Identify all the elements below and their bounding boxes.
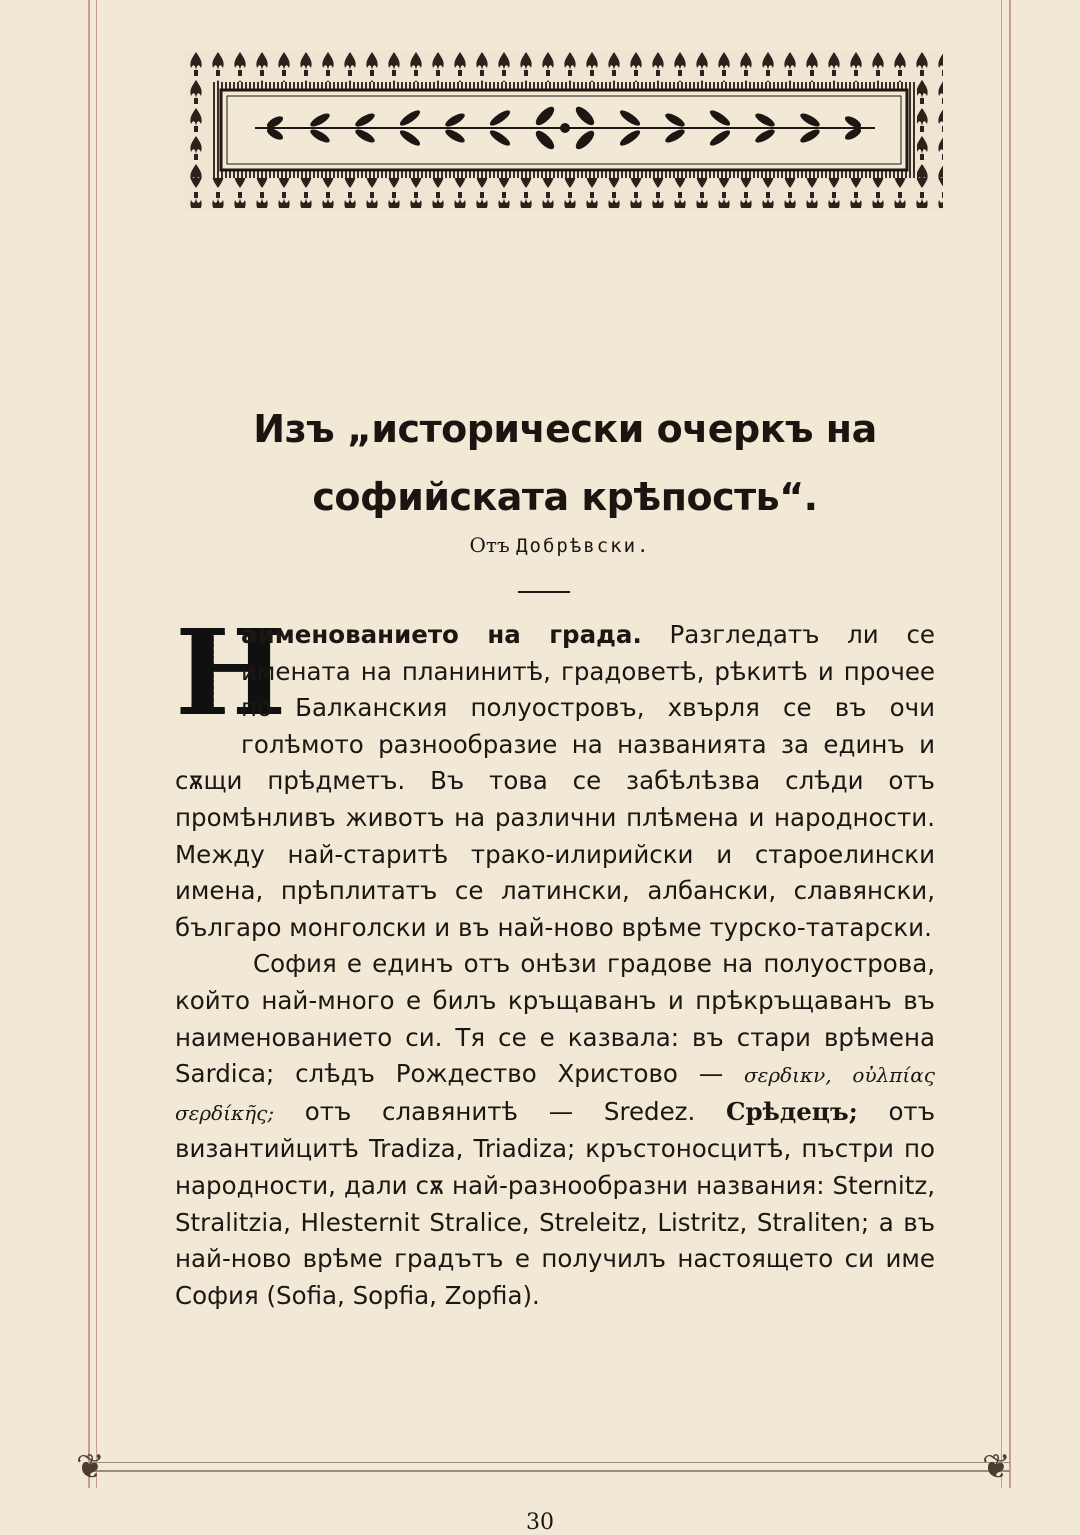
paragraph-2-text-a: София е единъ отъ онѣзи градове на полуострова, който най-много е билъ кръщаванъ и прѣкръщаванъ въ наименованието си. Тя се е казвала: въ стари врѣмена Sardica; слѣдъ Рождество Христово — — [175, 949, 935, 1089]
frame-line-left-inner — [96, 0, 97, 1488]
frame-line-bottom-outer — [90, 1470, 1010, 1472]
frame-line-right-outer — [1009, 0, 1011, 1488]
article-title: Изъ „исторически очеркъ на софийската крѣпость“. — [253, 407, 877, 519]
paragraph-1-text: Разгледатъ ли се имената на планинитѣ, градоветѣ, рѣкитѣ и прочее по Балканския полуостровъ, хвърля се въ очи голѣмото разнообразие на названията за единъ и сѫщи прѣдметъ. Въ това се забѣлѣзва слѣди отъ промѣнливъ животъ на различни плѣмена и народности. Между най-старитѣ трако-илирийски и староелински имена, прѣплитатъ се латински, албански, славянски, българо монголски и въ най-ново врѣме турско-татарски. — [175, 620, 935, 942]
author-name: Добрѣвски. — [516, 535, 651, 557]
paragraph-2-text-b: отъ славянитѣ — Sredez. — [274, 1096, 727, 1126]
paragraph-1 — [175, 603, 935, 946]
frame-line-left-outer — [88, 0, 90, 1488]
byline — [300, 533, 820, 557]
paragraph-2-text-c: отъ византийцитѣ Tradiza, Triadiza; кръстоносцитѣ, пъстри по народности, дали сѫ най-разнообразни названия: Sternitz, Stralitzia, Hlesternit Stralice, Streleitz, Listritz, Straliten; а въ най-ново врѣме градътъ е получилъ настоящето си име София (Sofia, Sopfia, Zopfia). — [175, 1096, 936, 1310]
fleuron-corner-right-icon: ❦ — [982, 1447, 1011, 1487]
article-body — [175, 603, 936, 1314]
title-divider — [518, 591, 570, 593]
frame-line-bottom-inner — [90, 1462, 1010, 1463]
byline-prefix: Отъ — [469, 533, 510, 557]
laurel-border-ornament-icon — [185, 50, 943, 210]
slavonic-name: Срѣдецъ; — [726, 1096, 858, 1126]
greek-name-a: σερδικν, — [743, 1063, 832, 1088]
page-number: 30 — [526, 1510, 554, 1535]
frame-line-right-inner — [1001, 0, 1002, 1488]
greek-name-b: οὐλπίας σερδίκῆς; — [175, 1063, 935, 1125]
paragraph-1-lead: аименованието на града. — [241, 620, 642, 649]
paragraph-2 — [175, 946, 935, 1314]
drop-cap: Н — [175, 603, 287, 742]
fleuron-corner-left-icon: ❦ — [76, 1447, 105, 1487]
